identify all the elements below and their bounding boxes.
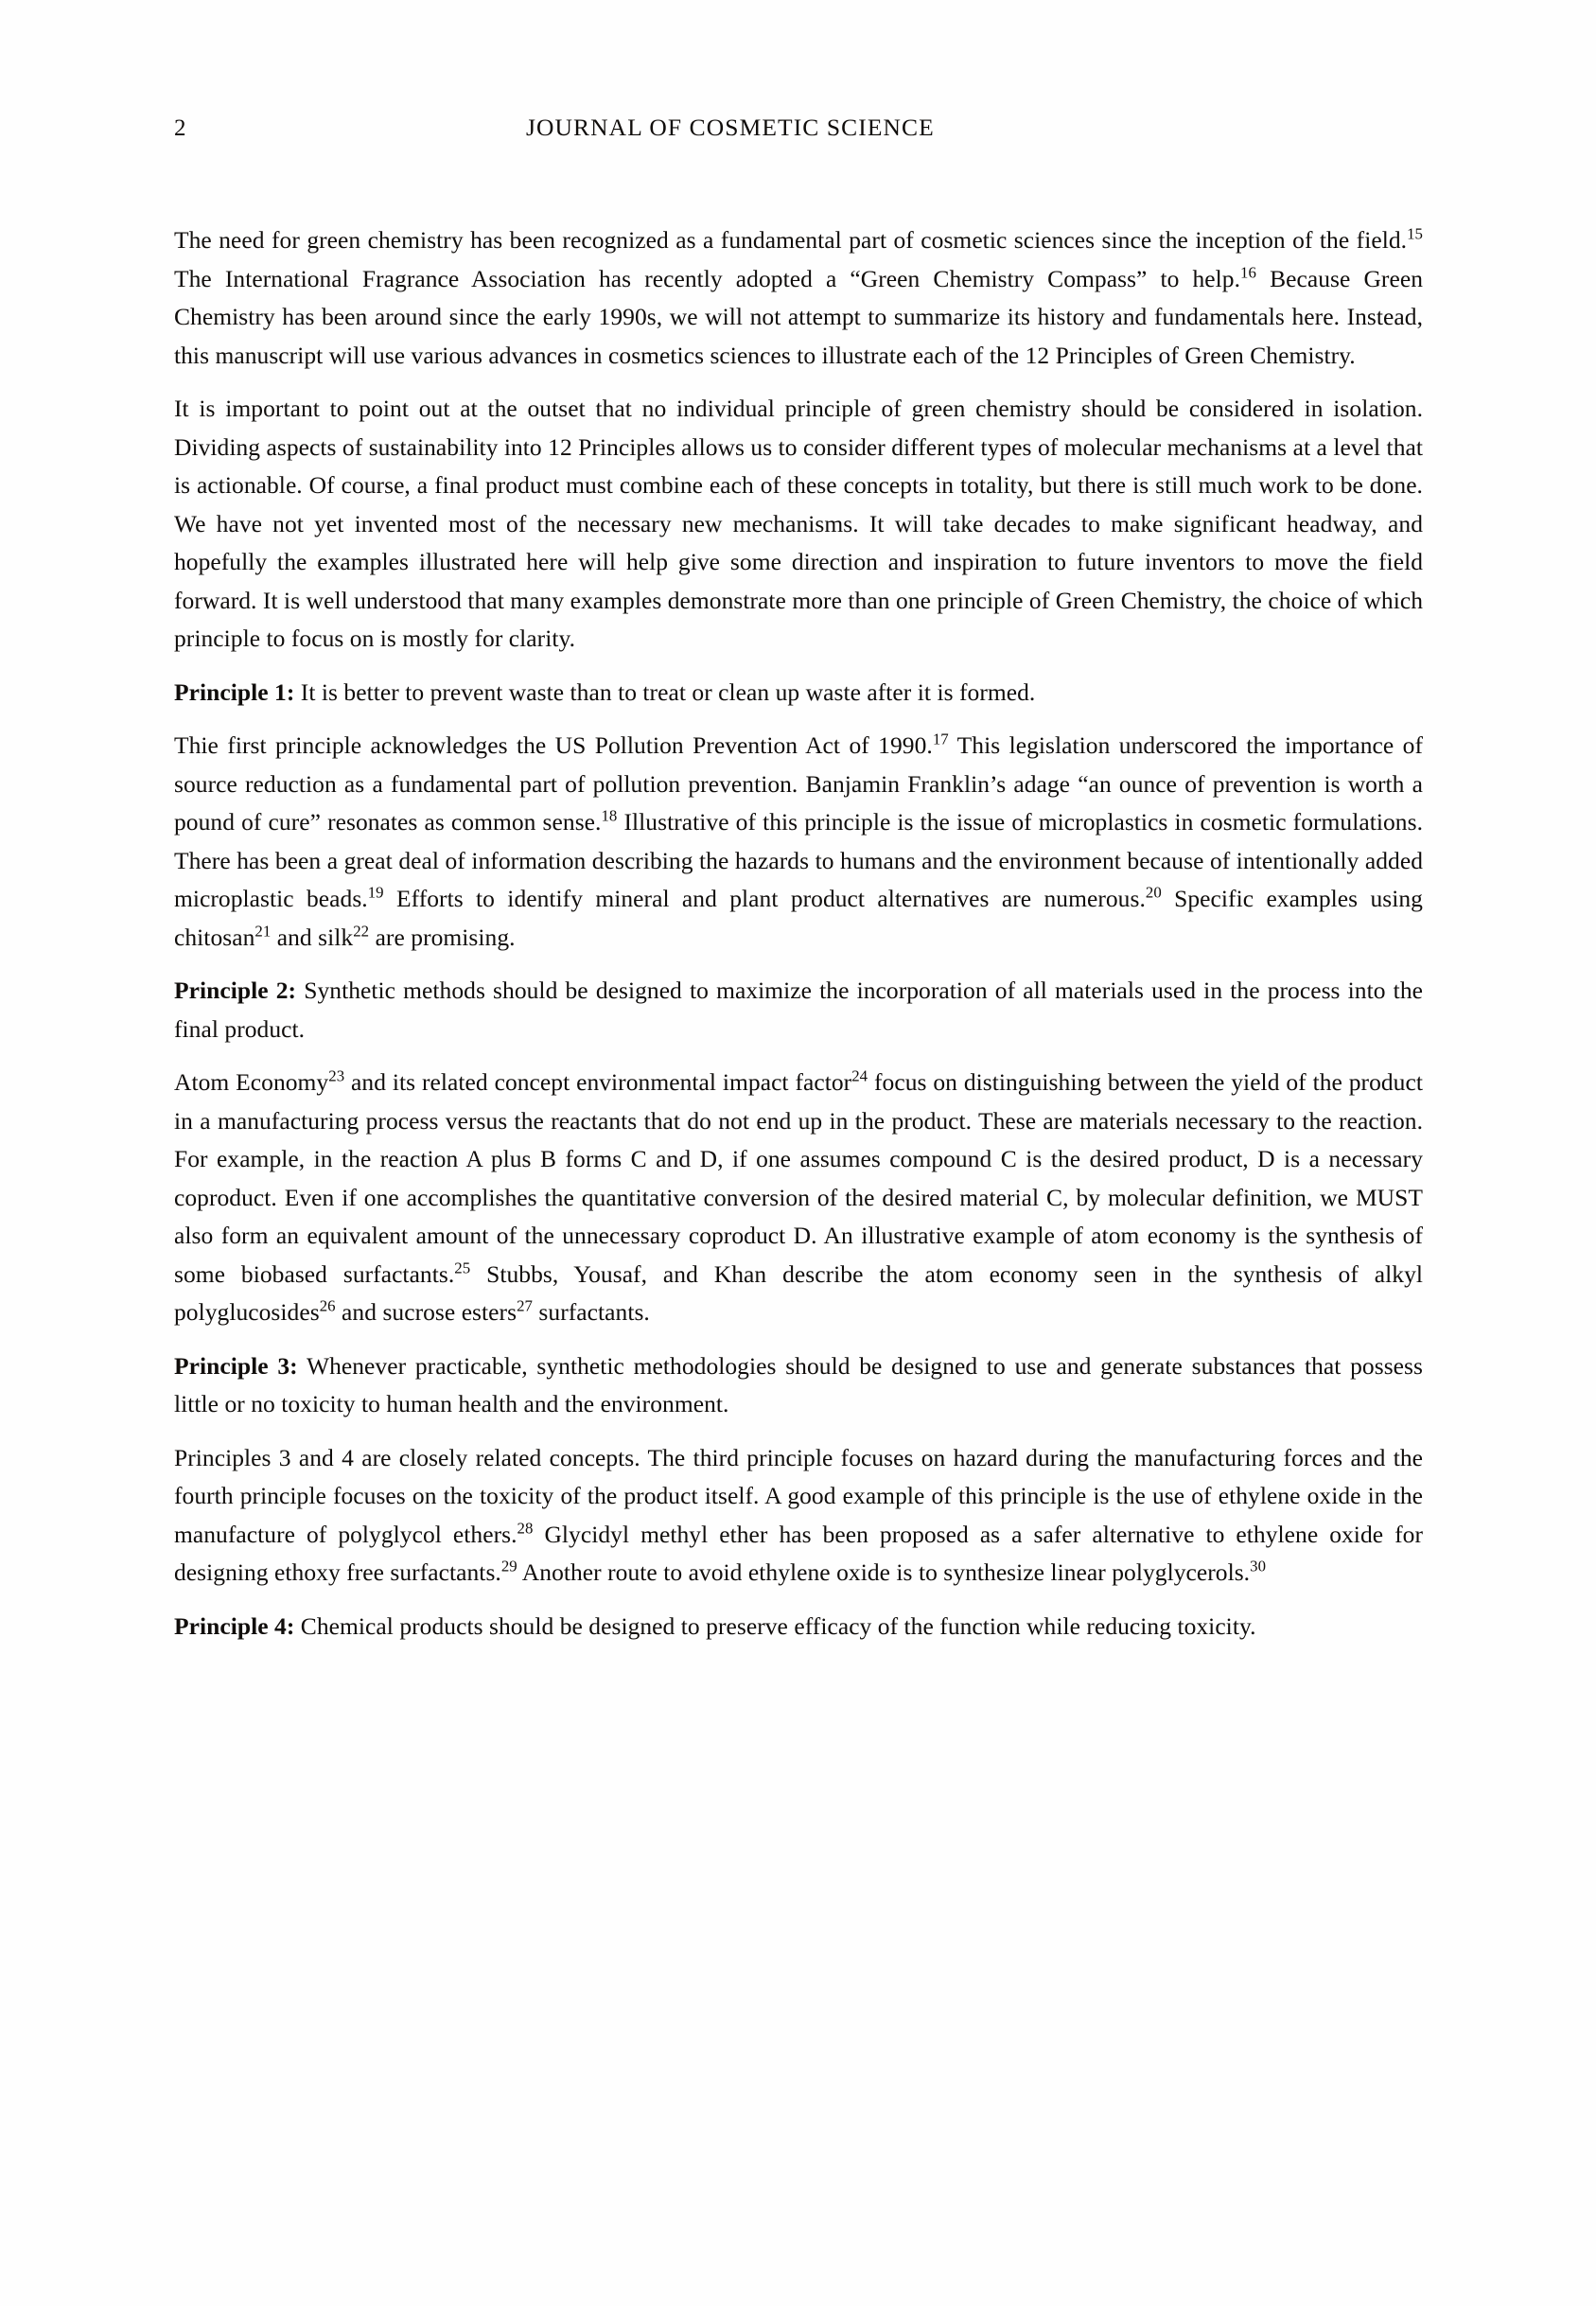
paragraph-8-text: Principles 3 and 4 are closely related concepts. The third principle focuses on hazard during the manufacturing forces and the fourth principle focuses on the toxicity of the product itself. A good example of this principle is the use of ethylene oxide in the manufacture of polyglycol ethers.$^{28}$ Glycidyl methyl ether has been proposed as a safer alternative to ethylene oxide for designing ethoxy free surfactants.$^{29}$ Another route to avoid ethylene oxide is to synthesize linear polyglycerols.$^{30}$ bbox=[174, 1443, 1423, 1586]
paragraph-4-text: Thie first principle acknowledges the US Pollution Prevention Act of 1990.17 This legislation underscored the importance of source reduction as a fundamental part of pollution prevention. Banjamin Franklin’s adage “an ounce of prevention is worth a pound of cure” resonates as common sense.$^{18}$ Illustrative of this principle is the issue of microplastics in cosmetic formulations. There has been a great deal of information describing the hazards to humans and the environment because of intentionally added microplastic beads.$^{19}$ Efforts to identify mineral and plant product alternatives are numerous.$^{20}$ Specific examples using chitosan$^{21}$ and silk$^{22}$ are promising. bbox=[174, 730, 1423, 951]
paragraph-7-lead: Principle 3: bbox=[174, 1351, 298, 1380]
paragraph-6-text: Atom Economy$^{23}$ and its related concept environmental impact factor$^{24}$ focus on distinguishing between the yield of the product in a manufacturing process versus the reactants that do not end up in the product. These are materials necessary to the reaction. For example, in the reaction A plus B forms C and D, if one assumes compound C is the desired product, D is a necessary coproduct. Even if one accomplishes the quantitative conversion of the desired material C, by molecular definition, we MUST also form an equivalent amount of the unnecessary coproduct D. An illustrative example of atom economy is the synthesis of some biobased surfactants.$^{25}$ Stubbs, Yousaf, and Khan describe the atom economy seen in the synthesis of alkyl polyglucosides$^{26}$ and sucrose esters$^{27}$ surfactants. bbox=[174, 1066, 1423, 1326]
paragraph-1 bbox=[174, 221, 1423, 375]
paragraph-2 bbox=[174, 390, 1423, 659]
paragraph-1-text: The need for green chemistry has been recognized as a fundamental part of cosmetic sciences since the inception of the field.$^{15}$ The International Fragrance Association has recently adopted a “Green Chemistry Compass” to help.$^{16}$ Because Green Chemistry has been around since the early 1990s, we will not attempt to summarize its history and fundamentals here. Instead, this manuscript will use various advances in cosmetics sciences to illustrate each of the 12 Principles of Green Chemistry. bbox=[174, 224, 1423, 369]
paragraph-3 bbox=[174, 674, 1423, 713]
paragraph-7 bbox=[174, 1347, 1423, 1424]
running-header bbox=[174, 114, 1423, 151]
paragraph-6 bbox=[174, 1064, 1423, 1332]
paragraph-5 bbox=[174, 972, 1423, 1048]
paragraph-4 bbox=[174, 727, 1423, 957]
paragraph-3-text: It is better to prevent waste than to treat or clean up waste after it is formed. bbox=[294, 678, 1036, 706]
journal-running-title: JOURNAL OF COSMETIC SCIENCE bbox=[526, 114, 935, 141]
paragraph-9 bbox=[174, 1608, 1423, 1646]
page-content bbox=[174, 114, 1423, 1646]
paragraph-7-text: Whenever practicable, synthetic methodologies should be designed to use and generate substances that possess little or no toxicity to human health and the environment. bbox=[174, 1351, 1423, 1417]
paragraph-2-text: It is important to point out at the outset that no individual principle of green chemistry should be considered in isolation. Dividing aspects of sustainability into 12 Principles allows us to consider different types of molecular mechanisms at a level that is actionable. Of course, a final product must combine each of these concepts in totality, but there is still much work to be done. We have not yet invented most of the necessary new mechanisms. It will take decades to make significant headway, and hopefully the examples illustrated here will help give some direction and inspiration to future inventors to move the field forward. It is well understood that many examples demonstrate more than one principle of Green Chemistry, the choice of which principle to focus on is mostly for clarity. bbox=[174, 395, 1423, 652]
paragraph-3-lead: Principle 1: bbox=[174, 678, 295, 706]
paragraph-9-text: Chemical products should be designed to preserve efficacy of the function while reducing toxicity. bbox=[294, 1611, 1256, 1640]
paragraph-5-text: Synthetic methods should be designed to maximize the incorporation of all materials used in the process into the final product. bbox=[174, 977, 1423, 1043]
page-number: 2 bbox=[174, 115, 186, 141]
paragraph-9-lead: Principle 4: bbox=[174, 1611, 295, 1640]
paragraph-5-lead: Principle 2: bbox=[174, 977, 297, 1004]
paragraph-8 bbox=[174, 1439, 1423, 1593]
